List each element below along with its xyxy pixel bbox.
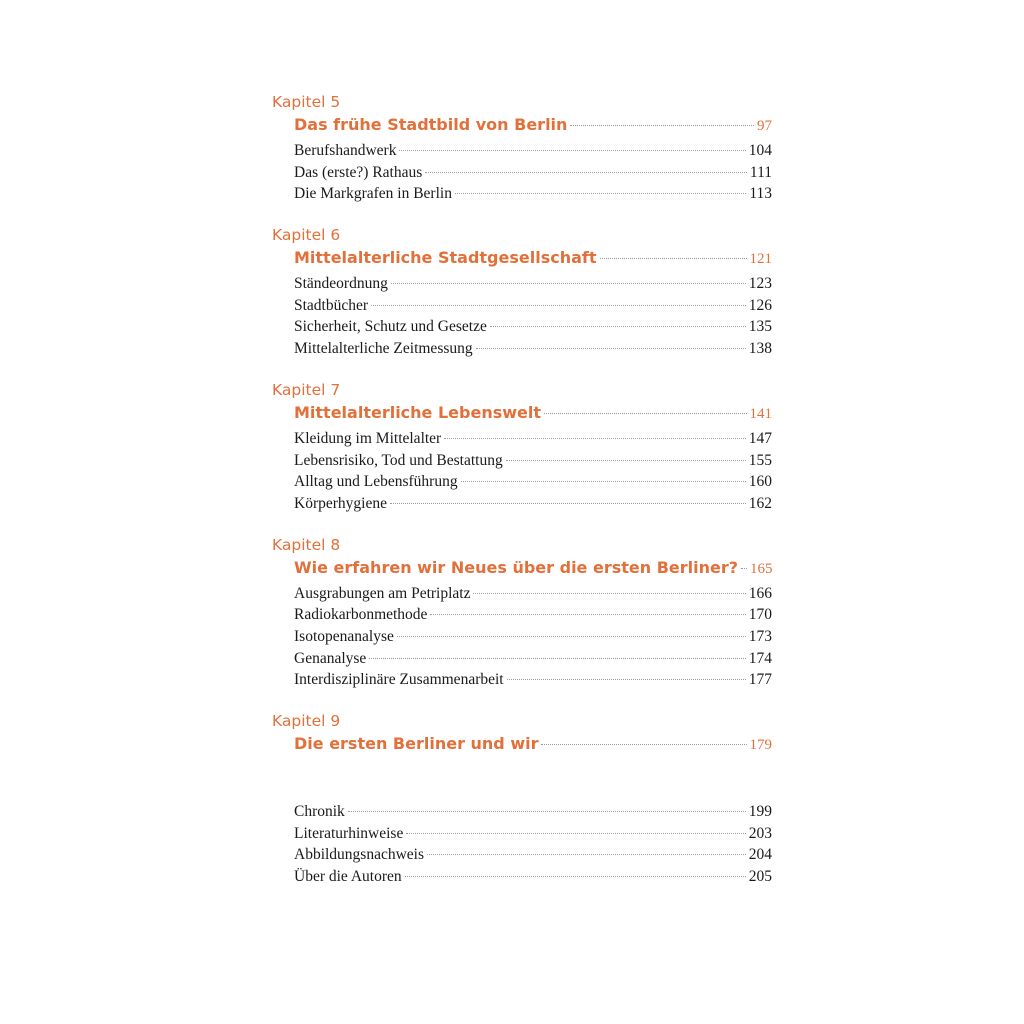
chapter-title-row[interactable] — [294, 400, 772, 426]
chapter-label: Kapitel 5 — [272, 93, 341, 111]
entry-label: Alltag und Lebensführung — [294, 473, 458, 491]
dot-leader — [430, 614, 745, 615]
toc-entry[interactable] — [294, 162, 772, 184]
entry-label: Mittelalterliche Zeitmessung — [294, 340, 473, 358]
chapter-9 — [272, 711, 772, 757]
toc-entry[interactable] — [294, 471, 772, 493]
dot-leader — [405, 876, 746, 877]
toc-entry[interactable] — [294, 450, 772, 472]
entry-label: Interdisziplinäre Zusammenarbeit — [294, 671, 504, 689]
chapter-5 — [272, 92, 772, 205]
entry-label: Körperhygiene — [294, 494, 387, 512]
page-number: 173 — [748, 627, 772, 645]
page-number: 97 — [757, 118, 772, 134]
entry-label: Isotopenanalyse — [294, 627, 394, 645]
chapter-title: Die ersten Berliner und wir — [294, 734, 539, 753]
page-number: 160 — [748, 473, 772, 491]
toc-entry[interactable] — [294, 801, 772, 823]
page-number: 111 — [749, 163, 772, 181]
toc-entry[interactable] — [294, 583, 772, 605]
toc-entry[interactable] — [294, 866, 772, 888]
entry-label: Genanalyse — [294, 649, 367, 667]
page-number: 147 — [748, 429, 772, 447]
page-number: 126 — [748, 296, 772, 314]
chapter-title: Das frühe Stadtbild von Berlin — [294, 115, 568, 134]
page-number: 138 — [748, 340, 772, 358]
chapter-title-row[interactable] — [294, 112, 772, 138]
page-number: 162 — [748, 494, 772, 512]
chapter-6 — [272, 225, 772, 360]
appendix-list — [272, 801, 772, 888]
toc-entry[interactable] — [294, 428, 772, 450]
page-number: 205 — [748, 868, 772, 886]
chapter-label: Kapitel 7 — [272, 380, 341, 399]
chapter-title: Mittelalterliche Lebenswelt — [294, 402, 542, 422]
dot-leader — [506, 460, 746, 461]
entry-label: Sicherheit, Schutz und Gesetze — [294, 318, 487, 336]
entry-label: Kleidung im Mittelalter — [294, 429, 442, 447]
dot-leader — [490, 326, 746, 327]
dot-leader — [406, 833, 745, 834]
table-of-contents — [272, 92, 772, 888]
page-number: 166 — [748, 584, 772, 602]
entry-label: Über die Autoren — [294, 868, 402, 886]
dot-leader — [541, 744, 746, 745]
dot-leader — [348, 811, 746, 812]
dot-leader — [570, 125, 754, 126]
chapter-7 — [272, 380, 772, 515]
toc-entry[interactable] — [294, 140, 772, 162]
chapter-8 — [272, 535, 772, 691]
dot-leader — [600, 258, 747, 259]
entry-label: Ständeordnung — [294, 275, 388, 293]
toc-entry[interactable] — [294, 626, 772, 648]
page-number: 177 — [748, 671, 772, 689]
page-number: 113 — [749, 185, 772, 203]
dot-leader — [371, 305, 746, 306]
toc-entry[interactable] — [294, 823, 772, 845]
dot-leader — [741, 568, 747, 569]
chapter-label: Kapitel 6 — [272, 226, 341, 245]
page-number: 123 — [748, 275, 772, 293]
dot-leader — [399, 150, 745, 151]
page-number: 203 — [748, 824, 772, 842]
page-number: 141 — [749, 405, 772, 422]
dot-leader — [476, 348, 746, 349]
dot-leader — [397, 636, 746, 637]
toc-entry[interactable] — [294, 493, 772, 515]
entry-label: Das (erste?) Rathaus — [294, 163, 423, 181]
chapter-title-row[interactable] — [294, 555, 772, 581]
page-number: 204 — [748, 846, 772, 864]
chapter-label: Kapitel 8 — [272, 535, 341, 554]
chapter-title-row[interactable] — [294, 731, 772, 757]
dot-leader — [425, 172, 747, 173]
chapter-label: Kapitel 9 — [272, 712, 341, 730]
toc-entry[interactable] — [294, 669, 772, 691]
chapter-title-row[interactable] — [294, 245, 772, 271]
dot-leader — [369, 658, 745, 659]
page-number: 174 — [748, 649, 772, 667]
dot-leader — [544, 413, 746, 414]
page-number: 135 — [748, 318, 772, 336]
toc-entry[interactable] — [294, 604, 772, 626]
chapter-title: Mittelalterliche Stadtgesellschaft — [294, 248, 597, 268]
entry-label: Abbildungsnachweis — [294, 846, 425, 864]
entry-label: Die Markgrafen in Berlin — [294, 185, 452, 203]
toc-entry[interactable] — [294, 183, 772, 205]
entry-label: Berufshandwerk — [294, 142, 397, 159]
toc-entry[interactable] — [294, 295, 772, 317]
dot-leader — [461, 481, 746, 482]
toc-entry[interactable] — [294, 338, 772, 360]
dot-leader — [444, 438, 746, 439]
dot-leader — [455, 193, 746, 194]
entry-label: Literaturhinweise — [294, 824, 404, 842]
entry-label: Ausgrabungen am Petriplatz — [294, 584, 471, 602]
dot-leader — [507, 679, 746, 680]
chapter-title: Wie erfahren wir Neues über die ersten Berliner? — [294, 557, 739, 577]
toc-entry[interactable] — [294, 316, 772, 338]
page-number: 199 — [748, 803, 772, 820]
page-number: 165 — [750, 560, 773, 577]
dot-leader — [473, 593, 745, 594]
entry-label: Stadtbücher — [294, 296, 369, 314]
entry-label: Radiokarbonmethode — [294, 606, 428, 624]
dot-leader — [391, 283, 746, 284]
toc-entry[interactable] — [294, 273, 772, 295]
entry-label: Lebensrisiko, Tod und Bestattung — [294, 451, 503, 469]
page-number: 121 — [749, 251, 772, 268]
entry-label: Chronik — [294, 803, 345, 820]
dot-leader — [427, 854, 746, 855]
page-number: 104 — [748, 142, 772, 159]
dot-leader — [390, 503, 746, 504]
toc-entry[interactable] — [294, 648, 772, 670]
page-number: 170 — [748, 606, 772, 624]
toc-entry[interactable] — [294, 844, 772, 866]
page-number: 155 — [748, 451, 772, 469]
page-number: 179 — [749, 737, 772, 753]
